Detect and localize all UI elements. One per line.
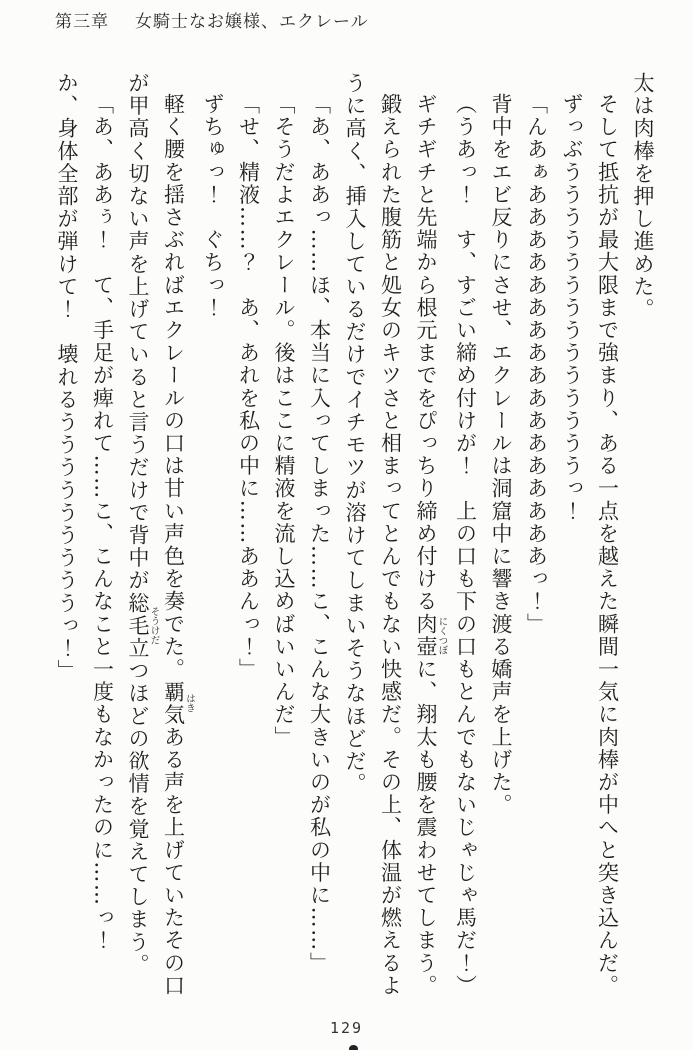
paragraph: 背中をエビ反りにさせ、エクレールは洞窟中に響き渡る嬌声を上げた。 <box>489 93 513 817</box>
scan-artifact <box>349 1045 358 1050</box>
paragraph: 太は肉棒を押し進めた。 <box>631 72 655 321</box>
paragraph: 「んあぁあああああああああああああああああっ！」 <box>524 93 549 636</box>
ruby-annotated-word: 覇気はき <box>161 680 195 726</box>
paragraph: ずちゅっ！ ぐちっ！ <box>201 93 225 319</box>
paragraph: ギチギチと先端から根元までをぴっちり締め付ける肉壺にくつぼに、翔太も腰を震わせてしまう。 <box>414 93 448 998</box>
chapter-number: 第三章 <box>55 12 109 32</box>
page-number: 129 <box>329 1019 364 1037</box>
chapter-title: 女騎士なお嬢様、エクレール <box>135 12 369 32</box>
ruby-annotated-word: 総毛立そうけだ <box>126 591 160 660</box>
paragraph: 「そうだよエクレール。後はここに精液を流し込めばいいんだ」 <box>272 93 296 749</box>
paragraph: 「あ、ああぅ！ て、手足が痺れて……こ、こんなこと一度もなかったのに……っ！ か、身体全部が弾けて！ 壊れるうううううううううっ！」 <box>55 72 115 975</box>
paragraph: 鍛えられた腹筋と処女のキツさと相まってとんでもない快感だ。その上、体温が燃えるように高く、挿入しているだけでイチモツが溶けてしまいそうなほどだ。 <box>343 72 403 997</box>
ruby-annotated-word: 肉壺にくつぼ <box>414 612 448 659</box>
paragraph: 軽く腰を揺さぶればエクレールの口は甘い声色を奏でた。覇気はきある声を上げていたその口が甲高く切ない声を上げていると言うだけで背中が総毛立そうけだつほどの欲情を覚えてしまう。 <box>126 72 195 998</box>
paragraph: （うあっ！ す、すごい締め付けが！ 上の口も下の口もとんでもないじゃじゃ馬だ！） <box>453 93 478 997</box>
running-head <box>55 7 369 32</box>
paragraph: ずっぶううううううううううううううっ！ <box>560 93 584 523</box>
paragraph: 「あ、ああっ……ほ、本当に入ってしまった……こ、こんな大きいのが私の中に……」 <box>307 93 332 975</box>
body-text <box>50 72 660 1017</box>
paragraph: 「せ、精液……？ あ、あれを私の中に……ああんっ！」 <box>236 93 261 681</box>
paragraph: そして抵抗が最大限まで強まり、ある一点を越えた瞬間一気に肉棒が中へと突き込んだ。 <box>595 93 620 997</box>
